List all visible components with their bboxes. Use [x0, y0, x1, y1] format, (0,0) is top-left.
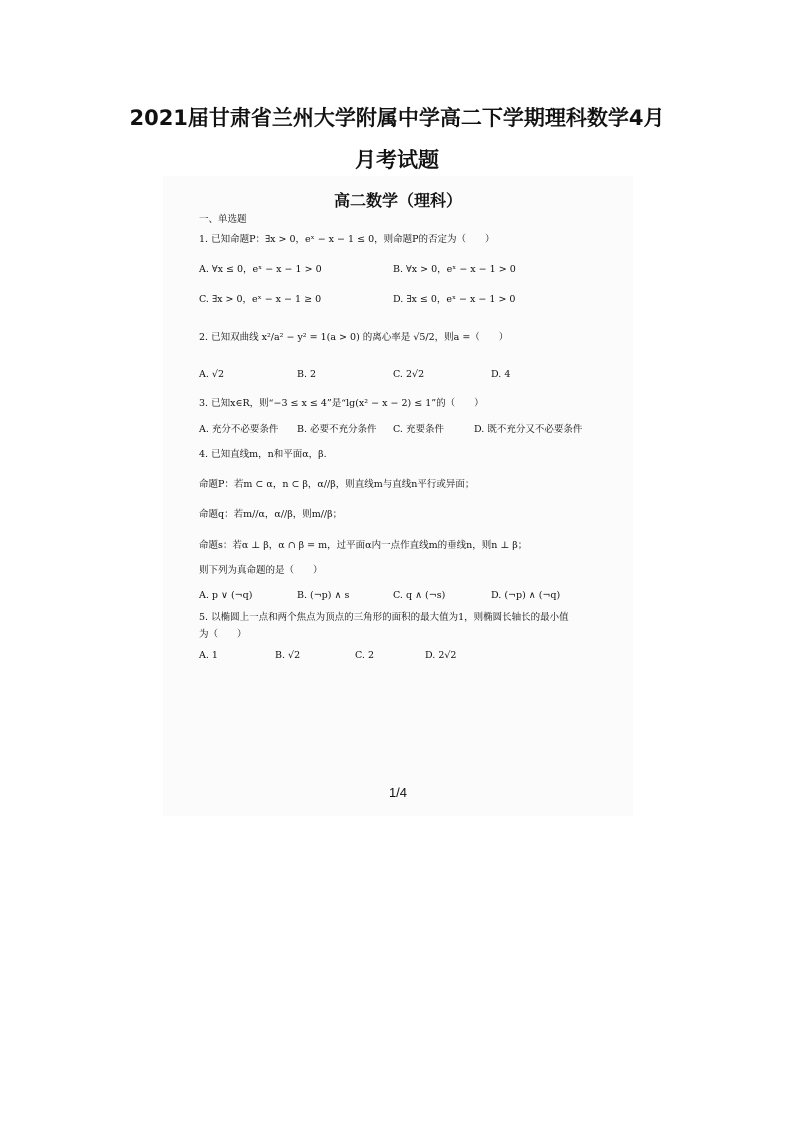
question-3-option-d: D. 既不充分又不必要条件	[474, 424, 583, 435]
question-4-proposition-q: 命题q：若m//α，α//β，则m//β；	[199, 509, 343, 520]
question-5-option-b: B. √2	[275, 650, 301, 661]
question-2-option-d: D. 4	[491, 369, 511, 380]
question-5-stem-line-1: 5. 以椭圆上一点和两个焦点为顶点的三角形的面积的最大值为1，则椭圆长轴长的最小值	[199, 612, 569, 623]
question-1-option-d: D. ∃x ≤ 0，eˣ − x − 1 > 0	[393, 294, 516, 305]
question-3-option-b: B. 必要不充分条件	[297, 424, 377, 435]
question-4-ask: 则下列为真命题的是（ ）	[199, 565, 323, 576]
question-1-option-b: B. ∀x > 0，eˣ − x − 1 > 0	[393, 264, 516, 275]
question-2-stem: 2. 已知双曲线 x²/a² − y² = 1(a > 0) 的离心率是 √5/2，则a =（ ）	[199, 332, 509, 343]
question-2-option-a: A. √2	[199, 369, 224, 380]
question-1-option-c: C. ∃x > 0，eˣ − x − 1 ≥ 0	[199, 294, 322, 305]
question-2-option-c: C. 2√2	[393, 369, 425, 380]
document-title-line-2: 月考试题	[355, 148, 439, 172]
question-1-option-a: A. ∀x ≤ 0，eˣ − x − 1 > 0	[199, 264, 322, 275]
question-4-option-a: A. p ∨ (¬q)	[199, 590, 253, 601]
question-3-stem: 3. 已知x∈R，则“−3 ≤ x ≤ 4”是“lg(x² − x − 2) ≤ 1”的（ ）	[199, 398, 484, 409]
question-4-stem: 4. 已知直线m，n和平面α，β.	[199, 449, 327, 460]
question-1-stem: 1. 已知命题P：∃x > 0，eˣ − x − 1 ≤ 0，则命题P的否定为（ ）	[199, 234, 495, 245]
question-5-stem-line-2: 为（ ）	[199, 629, 247, 640]
page-number: 1/4	[388, 785, 408, 800]
section-heading: 一、单选题	[199, 214, 247, 225]
question-5-option-d: D. 2√2	[425, 650, 457, 661]
question-4-option-d: D. (¬p) ∧ (¬q)	[491, 590, 561, 601]
exam-subtitle: 高二数学（理科）	[333, 191, 462, 210]
question-4-proposition-p: 命题P：若m ⊂ α，n ⊂ β，α//β，则直线m与直线n平行或异面；	[199, 479, 475, 490]
document-title-line-1: 2021届甘肃省兰州大学附属中学高二下学期理科数学4月	[129, 106, 665, 130]
question-4-option-c: C. q ∧ (¬s)	[393, 590, 446, 601]
question-4-proposition-s: 命题s：若α ⊥ β，α ∩ β = m，过平面α内一点作直线m的垂线n，则n ⊥ β；	[199, 540, 528, 551]
question-3-option-a: A. 充分不必要条件	[199, 424, 279, 435]
question-2-option-b: B. 2	[297, 369, 317, 380]
scanned-exam-page	[163, 176, 633, 816]
question-5-option-c: C. 2	[355, 650, 375, 661]
question-5-option-a: A. 1	[199, 650, 218, 661]
question-3-option-c: C. 充要条件	[393, 424, 444, 435]
question-4-option-b: B. (¬p) ∧ s	[297, 590, 350, 601]
